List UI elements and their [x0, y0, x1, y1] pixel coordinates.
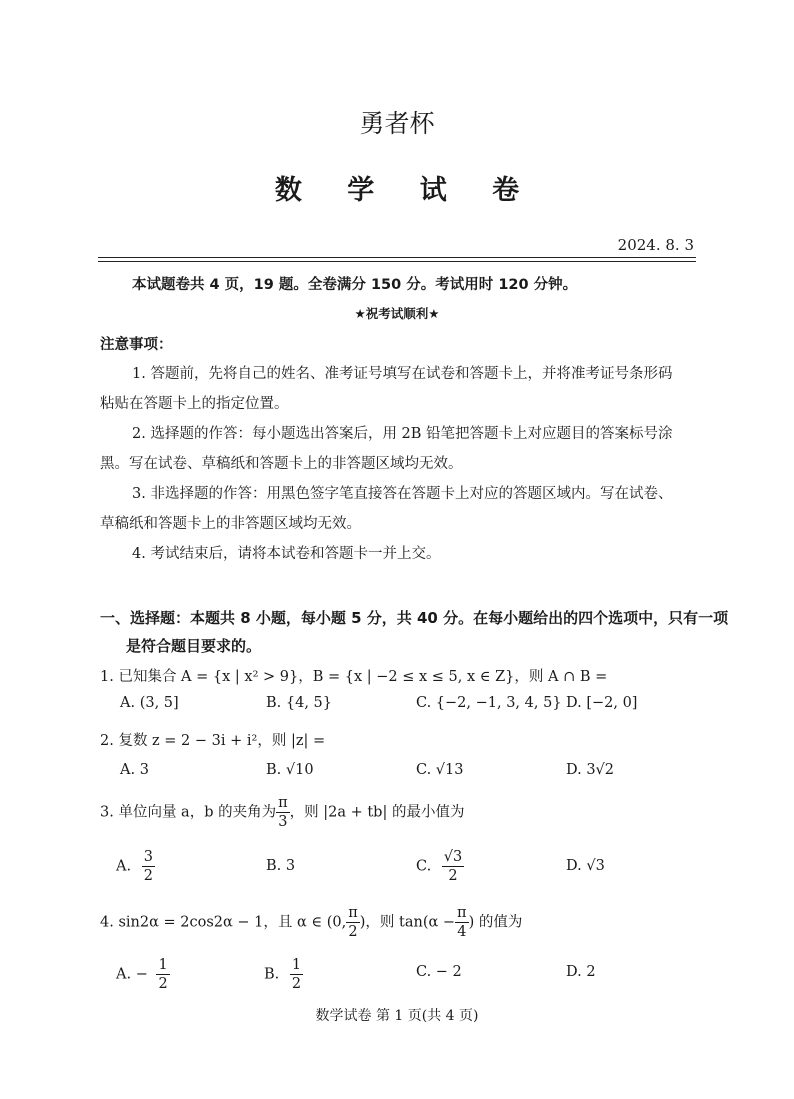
exam-title: 数 学 试 卷 [274, 175, 538, 206]
q1-option-d: D. [−2, 0] [566, 695, 638, 711]
question-2-stem: 2. 复数 z = 2 − 3i + i²，则 |z| = [100, 733, 326, 749]
exam-date: 2024. 8. 3 [617, 236, 694, 254]
q3-stem-fraction: $\frac{\pi}{3}$ [278, 795, 288, 830]
q1-option-b: B. {4, 5} [266, 695, 332, 711]
cup-name: 勇者杯 [359, 109, 435, 138]
q2-option-c: C. √13 [416, 762, 464, 778]
q2-option-d: D. 3√2 [566, 762, 615, 778]
q3-option-a: A. $\frac{3}{2}$ [116, 849, 153, 884]
notice-title: 注意事项： [100, 337, 173, 353]
divider-top [98, 257, 696, 258]
q2-option-b: B. √10 [266, 762, 314, 778]
q3-option-b: B. 3 [266, 858, 296, 874]
exam-intro: 本试题卷共 4 页，19 题。全卷满分 150 分。考试用时 120 分钟。 [132, 277, 578, 293]
question-1-stem: 1. 已知集合 A = {x | x² > 9}，B = {x | −2 ≤ x ≤ 5, x ∈ Z}，则 A ∩ B = [100, 669, 608, 685]
notice-item-1: 1. 答题前，先将自己的姓名、准考证号填写在试卷和答题卡上，并将准考证号条形码 [132, 366, 673, 382]
notice-item-3: 3. 非选择题的作答：用黑色签字笔直接答在答题卡上对应的答题区域内。写在试卷、 [132, 486, 673, 502]
page-footer: 数学试卷 第 1 页(共 4 页) [315, 1008, 479, 1024]
q4-option-d: D. 2 [566, 964, 596, 980]
question-3-stem [100, 794, 464, 831]
q2-option-a: A. 3 [120, 762, 149, 778]
q1-option-a: A. (3, 5] [120, 695, 179, 711]
notice-item-2: 2. 选择题的作答：每小题选出答案后，用 2B 铅笔把答题卡上对应题目的答案标号涂 [132, 426, 673, 442]
section-heading: 一、选择题：本题共 8 小题，每小题 5 分，共 40 分。在每小题给出的四个选项中，只有一项 [100, 609, 729, 627]
notice-item-2-cont: 黑。写在试卷、草稿纸和答题卡上的非答题区域均无效。 [100, 456, 463, 472]
q1-option-c: C. {−2, −1, 3, 4, 5} [416, 695, 562, 711]
question-4-stem: 4. sin2α = 2cos2α − 1，且 α ∈ (0, $\frac{\pi}{2}$ )，则 tan(α − $\frac{\pi}{4}$ ) 的值为 [100, 905, 523, 940]
notice-item-4: 4. 考试结束后，请将本试卷和答题卡一并上交。 [132, 546, 441, 562]
q4-option-c: C. − 2 [416, 964, 462, 980]
q4-option-b: B. $\frac{1}{2}$ [264, 957, 302, 992]
section-heading-cont: 是符合题目要求的。 [126, 637, 262, 655]
notice-item-1-cont: 粘贴在答题卡上的指定位置。 [100, 396, 289, 412]
q3-option-d: D. √3 [566, 858, 605, 874]
good-luck-line: ★祝考试顺利★ [354, 306, 440, 321]
q3-option-c: C. $\frac{√3}{2}$ [416, 849, 463, 884]
q4-option-a: A. − $\frac{1}{2}$ [116, 957, 168, 992]
q3-stem-part-1: 3. 单位向量 a，b 的夹角为 [100, 804, 277, 821]
divider-bottom [98, 261, 696, 262]
notice-item-3-cont: 草稿纸和答题卡上的非答题区域均无效。 [100, 516, 361, 532]
q3-stem-part-2: ，则 |2a + tb| 的最小值为 [289, 804, 465, 821]
